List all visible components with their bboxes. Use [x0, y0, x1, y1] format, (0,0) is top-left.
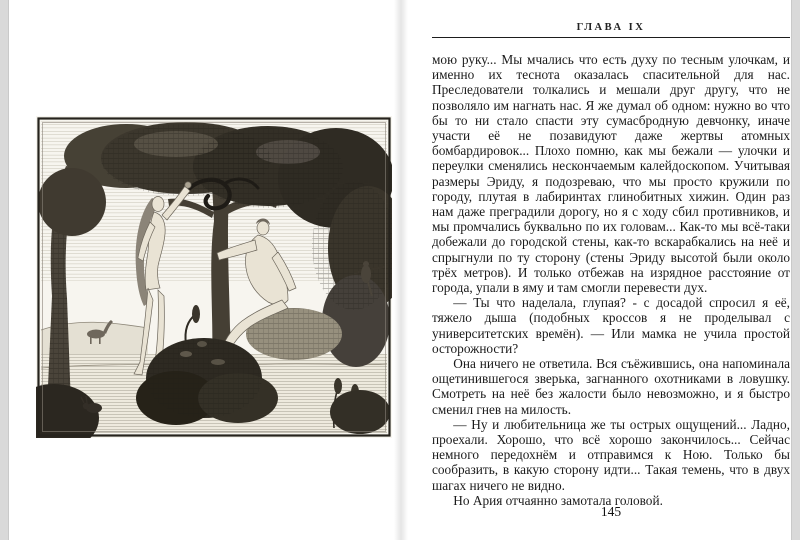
book-spine	[394, 0, 408, 540]
scan-edge-left	[0, 0, 9, 540]
page-number: 145	[600, 504, 622, 519]
paragraph: мою руку... Мы мчались что есть духу по тесным улочкам, и именно их теснота оказалась спасительной для нас. Преследователи толкались и мешали друг другу, что не позволяло им нагнать нас. Я же думал об одном: нужно во что бы то ни стало спасти эту сумасбродную девчонку, иначе участи её не позавидуют даже жертвы атомных бомбардировок... Плохо помню, как мы бежали — улочки и переулки сменялись нескончаемым калейдоскопом. Учитывая размеры Эриду, я подозреваю, что мы просто кружили по городу, плутая в лабиринтах глинобитных хижин. Один раз нам даже преградили дорогу, но я с ходу сбил противников, и мы промчались буквально по их головам... Как-то мы всё-таки добежали до городской стены, как-то вскарабкались на неё и спрыгнули по ту сторону (стены Эриду высотой были около трёх метров). И только отбежав на изрядное расстояние от города, упали в яму и там смогли перевести дух.	[432, 52, 790, 296]
chapter-header: ГЛАВА IX	[576, 22, 646, 33]
paragraph: Но Ария отчаянно замотала головой.	[453, 492, 663, 508]
paragraph: Она ничего не ответила. Вся съёжившись, она напоминала ощетинившегося зверька, загнанного охотниками в ловушку. Смотреть на неё без жалости было невозможно, и я быстро сменил гнев на милость.	[432, 356, 790, 417]
right-page	[432, 22, 790, 522]
paragraph: — Ну и любительница же ты острых ощущений... Ладно, проехали. Хорошо, что всё хорошо закончилось... Сейчас немного передохнём и отправимся к Ною. Только бы сообразить, в какую сторону идти... Такая темень, что в двух шагах ничего не видно.	[432, 416, 790, 493]
page-text	[432, 52, 790, 508]
adam-and-eve-engraving	[36, 116, 392, 438]
scan-edge-right	[791, 0, 800, 540]
paragraph: — Ты что наделала, глупая? - с досадой спросил я её, тяжело дыша (подобных кроссов я не проделывал с университетских времён). — Или мамка не учила простой осторожности?	[432, 295, 790, 356]
header-rule	[432, 37, 790, 38]
engraving-image	[36, 116, 392, 438]
